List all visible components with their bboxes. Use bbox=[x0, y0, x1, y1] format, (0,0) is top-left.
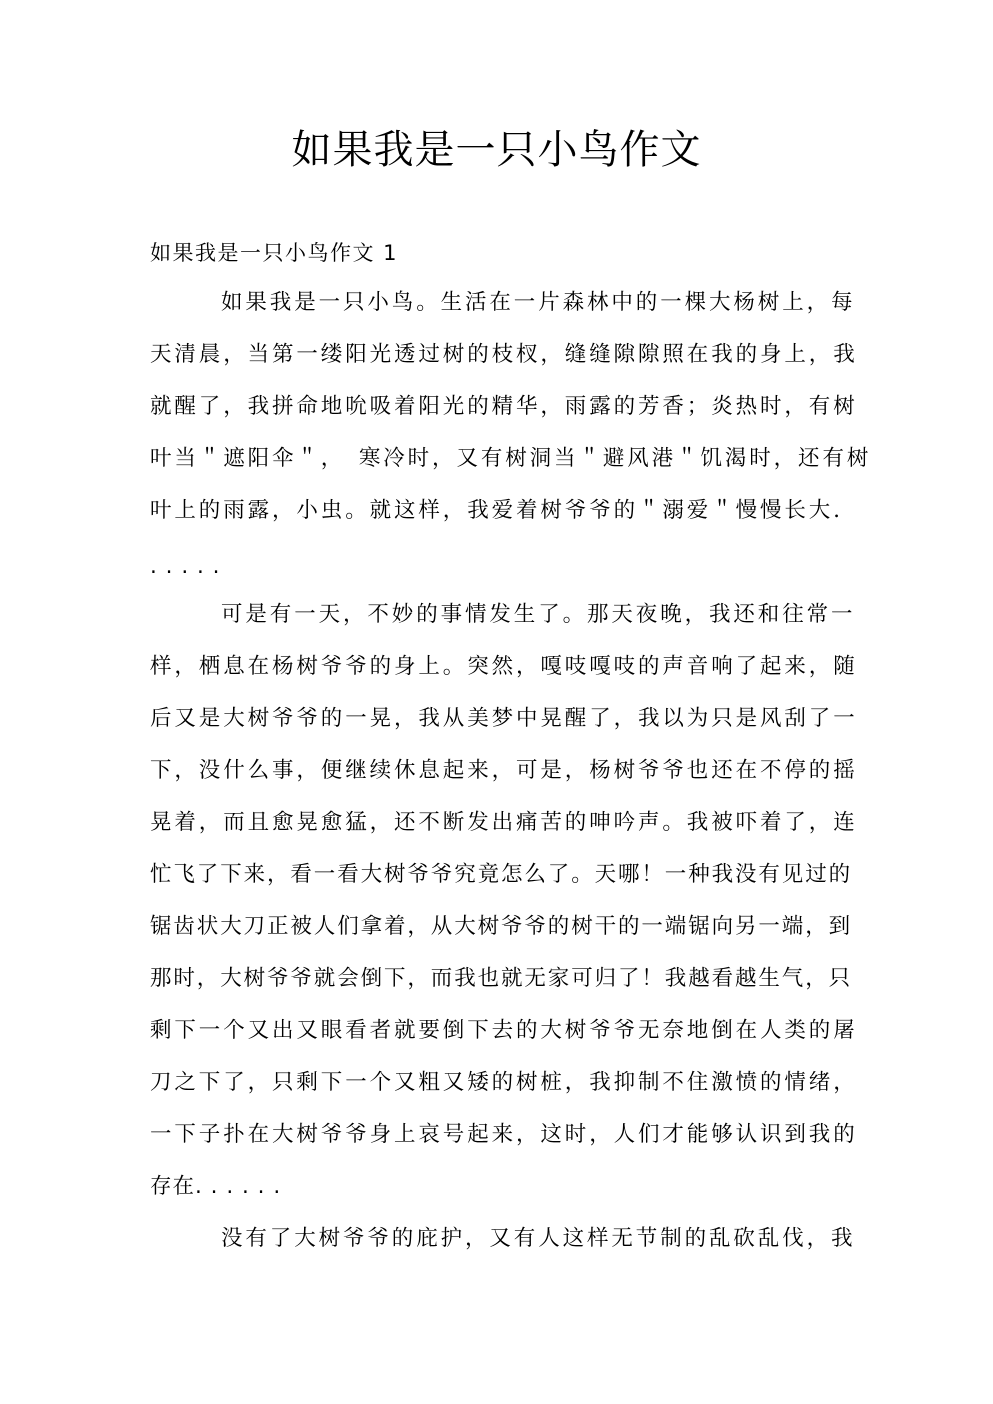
essay-subtitle: 如果我是一只小鸟作文 1 bbox=[150, 241, 399, 265]
body-line: 刀之下了，只剩下一个又粗又矮的树桩，我抑制不住激愤的情绪， bbox=[150, 1070, 858, 1095]
body-line-ellipsis: . . . . . bbox=[150, 554, 221, 579]
body-line: 叶上的雨露，小虫。就这样，我爱着树爷爷的＂溺爱＂慢慢长大． bbox=[150, 498, 858, 523]
body-line: 叶当＂遮阳伞＂， 寒冷时，又有树洞当＂避风港＂饥渴时，还有树 bbox=[150, 446, 872, 471]
body-line: 存在. . . . . . bbox=[150, 1174, 282, 1199]
body-line: 忙飞了下来，看一看大树爷爷究竟怎么了。天哪！一种我没有见过的 bbox=[150, 862, 853, 887]
body-line: 下，没什么事，便继续休息起来，可是，杨树爷爷也还在不停的摇 bbox=[150, 758, 858, 783]
body-line: 晃着，而且愈晃愈猛，还不断发出痛苦的呻吟声。我被吓着了，连 bbox=[150, 810, 858, 835]
body-line: 剩下一个又出又眼看者就要倒下去的大树爷爷无奈地倒在人类的屠 bbox=[150, 1018, 858, 1043]
document-title: 如果我是一只小鸟作文 bbox=[291, 127, 702, 173]
body-line: 样，栖息在杨树爷爷的身上。突然，嘎吱嘎吱的声音响了起来，随 bbox=[150, 654, 858, 679]
body-line: 如果我是一只小鸟。生活在一片森林中的一棵大杨树上，每 bbox=[221, 290, 856, 315]
body-line: 一下子扑在大树爷爷身上哀号起来，这时，人们才能够认识到我的 bbox=[150, 1122, 858, 1147]
body-line: 天清晨，当第一缕阳光透过树的枝杈，缝缝隙隙照在我的身上，我 bbox=[150, 342, 858, 367]
body-line: 后又是大树爷爷的一晃，我从美梦中晃醒了，我以为只是风刮了一 bbox=[150, 706, 858, 731]
body-line: 锯齿状大刀正被人们拿着，从大树爷爷的树干的一端锯向另一端，到 bbox=[150, 914, 853, 939]
body-line: 可是有一天，不妙的事情发生了。那天夜晚，我还和往常一 bbox=[221, 602, 856, 627]
body-line: 就醒了，我拼命地吮吸着阳光的精华，雨露的芳香；炎热时，有树 bbox=[150, 394, 858, 419]
body-line: 那时，大树爷爷就会倒下，而我也就无家可归了！我越看越生气，只 bbox=[150, 966, 853, 991]
body-line: 没有了大树爷爷的庇护，又有人这样无节制的乱砍乱伐，我 bbox=[221, 1226, 856, 1251]
